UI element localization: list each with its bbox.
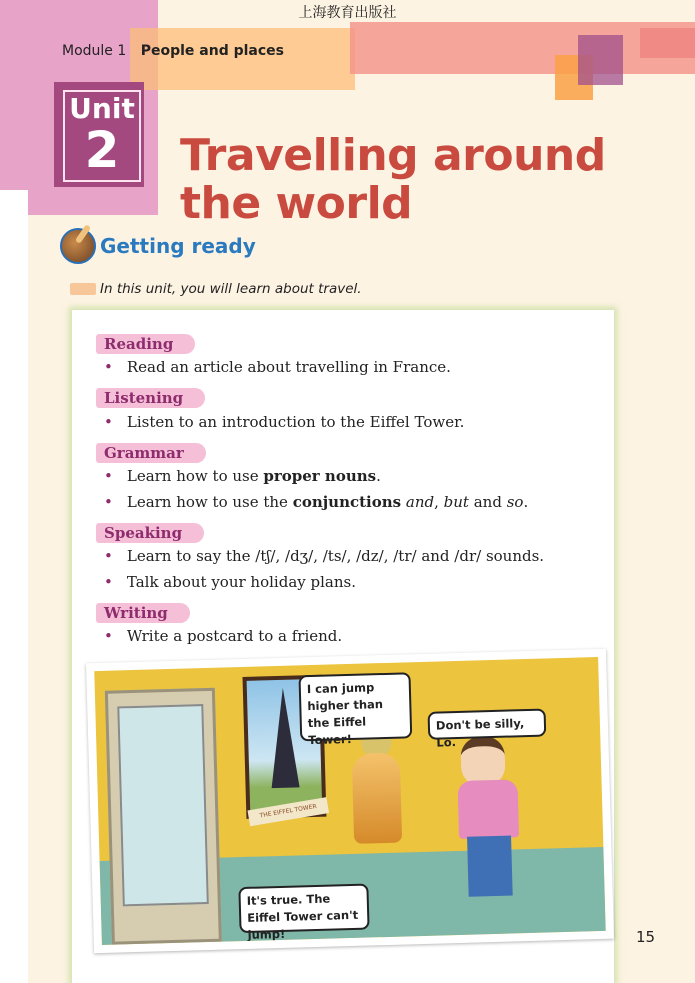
getting-ready-text: Getting ready <box>100 234 256 258</box>
page-title-line1: Travelling around <box>180 130 606 181</box>
section-label-reading: Reading <box>96 334 195 354</box>
module-title: People and places <box>140 43 284 59</box>
page-title <box>180 132 606 228</box>
page-title-line2: the world <box>180 178 413 229</box>
cartoon-illustration <box>94 657 605 945</box>
section-label-writing: Writing <box>96 603 190 623</box>
robot-character <box>352 753 402 844</box>
list-item: • Learn how to use proper nouns. <box>104 467 381 485</box>
section-label-listening: Listening <box>96 388 205 408</box>
bullet-icon: • <box>104 493 113 511</box>
page-margin <box>0 190 28 983</box>
decor-square-purple <box>578 35 623 85</box>
list-item: • Write a postcard to a friend. <box>104 627 343 645</box>
module-label <box>62 43 284 59</box>
list-item: • Read an article about travelling in France. <box>104 358 451 376</box>
bullet-icon: • <box>104 627 113 645</box>
unit-word: Unit <box>69 92 135 125</box>
unit-badge <box>63 90 141 182</box>
speech-bubble-robot-1: I can jump higher than the Eiffel Tower! <box>298 672 412 741</box>
boy-character <box>457 779 519 839</box>
list-item: • Learn how to use the conjunctions and, but and so. <box>104 493 529 511</box>
intro-line <box>70 281 362 297</box>
bullet-icon: • <box>104 573 113 591</box>
list-item: • Talk about your holiday plans. <box>104 573 356 591</box>
unit-number: 2 <box>84 121 120 179</box>
bullet-icon: • <box>104 547 113 565</box>
section-label-speaking: Speaking <box>96 523 204 543</box>
module-number: Module 1 <box>62 43 127 59</box>
bullet-icon: • <box>104 413 113 431</box>
section-label-grammar: Grammar <box>96 443 206 463</box>
poster-label: THE EIFFEL TOWER <box>248 797 330 826</box>
bullet-icon: • <box>104 358 113 376</box>
cartoon-frame <box>86 649 614 953</box>
list-item: • Learn to say the /tʃ/, /dʒ/, /ts/, /dz/, /tr/ and /dr/ sounds. <box>104 547 545 565</box>
boy-legs <box>467 836 513 897</box>
eiffel-tower-icon <box>269 687 300 788</box>
intro-marker-icon <box>70 283 96 295</box>
intro-text: In this unit, you will learn about travel. <box>100 281 362 297</box>
publisher-name: 上海教育出版社 <box>298 5 397 21</box>
list-item: • Listen to an introduction to the Eiffel Tower. <box>104 413 465 431</box>
header-band-salmon-edge <box>640 28 695 58</box>
speech-bubble-boy: Don't be silly, Lo. <box>428 709 547 740</box>
speech-bubble-robot-2: It's true. The Eiffel Tower can't jump! <box>238 884 369 934</box>
header-band-orange <box>130 28 355 90</box>
page-number: 15 <box>636 928 656 946</box>
getting-ready-heading <box>60 228 256 264</box>
bullet-icon: • <box>104 467 113 485</box>
cartoon-door-glass <box>117 704 209 906</box>
getting-ready-icon <box>60 228 96 264</box>
